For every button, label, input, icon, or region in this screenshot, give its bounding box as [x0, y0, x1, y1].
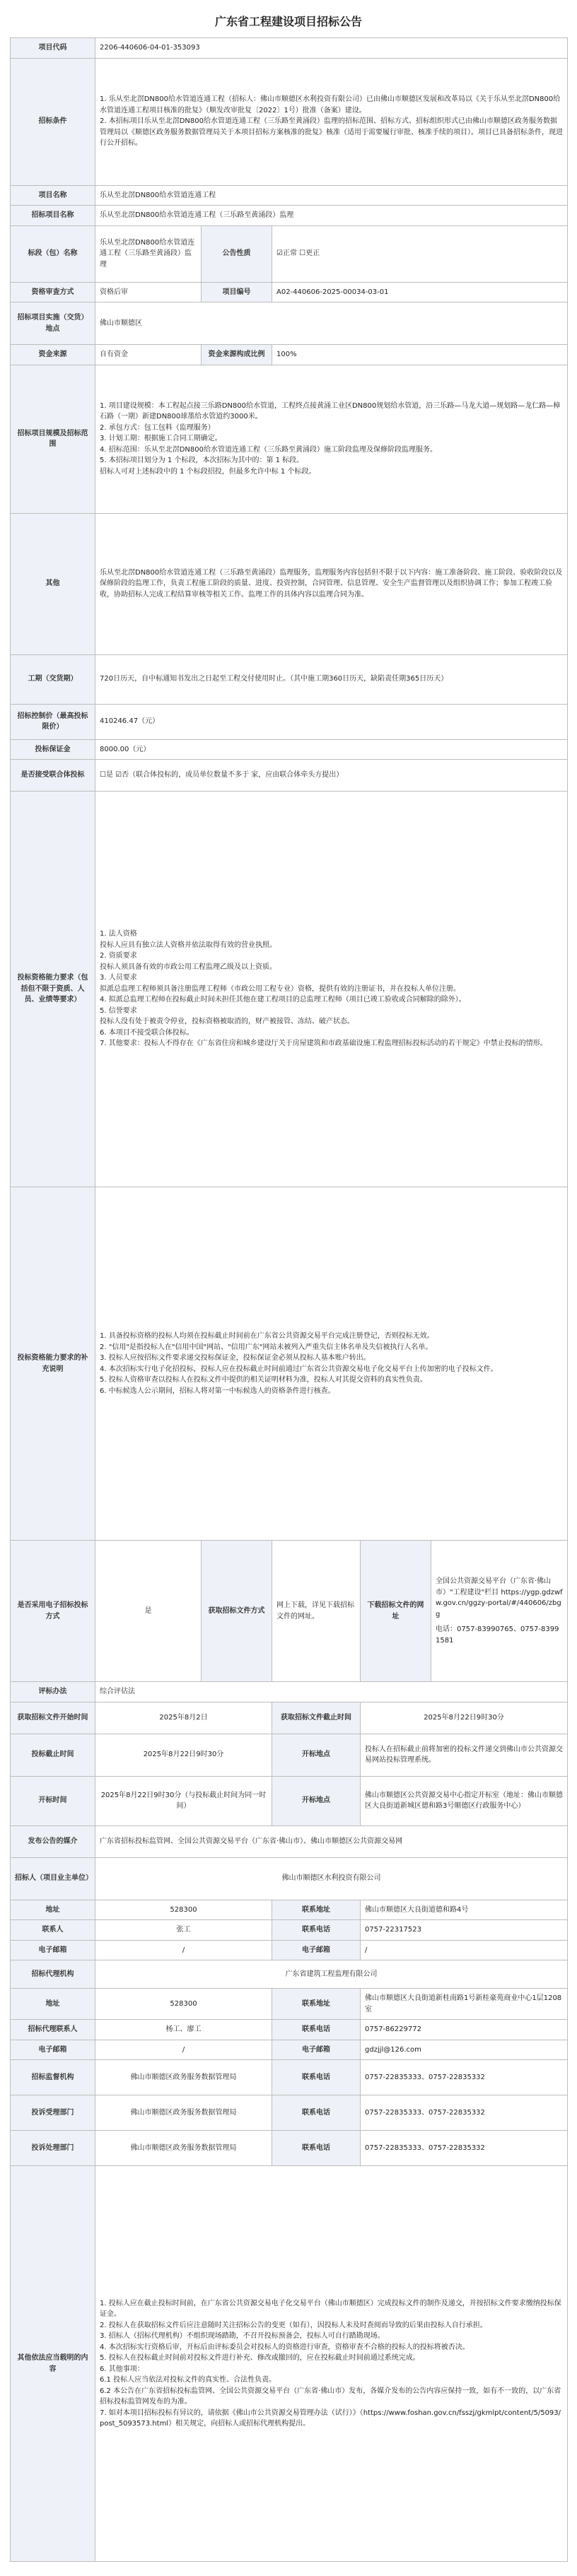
agency-email-label: 电子邮箱: [272, 2040, 361, 2060]
row-tender-name: [11, 206, 568, 226]
label: 投诉受理部门: [11, 2095, 95, 2131]
evaluation-value: 综合评估法: [95, 1682, 568, 1702]
row-project-code: [11, 38, 568, 59]
bid-deadline-value: 2025年8月22日9时30分: [95, 1734, 272, 1776]
tenderer-phone: 0757-22317523: [361, 1920, 568, 1941]
agency-email-1: /: [95, 2040, 272, 2060]
label: 项目代码: [11, 38, 95, 59]
location-value: 佛山市顺德区: [95, 302, 568, 345]
agency-address: 佛山市顺德区大良街道新桂南路1号新桂豪苑商业中心1层1208室: [361, 1989, 568, 2020]
row-tenderer: [11, 1857, 568, 1900]
electronic-value: 是: [95, 1541, 202, 1682]
row-other: [11, 513, 568, 654]
row-section: [11, 225, 568, 282]
tenderer-postcode: 528300: [95, 1900, 272, 1920]
label: 招标代理联系人: [11, 2020, 95, 2040]
media-value: 广东省招标投标监管网、全国公共资源交易平台（广东省·佛山市）、佛山市顺德区公共资源交易网: [95, 1825, 568, 1857]
label: 投标资格能力要求（包括但不限于资质、人员、业绩等要求）: [11, 792, 95, 1187]
label: 资格审查方式: [11, 282, 95, 302]
label: 招标监督机构: [11, 2060, 95, 2095]
row-agency: [11, 1960, 568, 1989]
row-agency-address: [11, 1989, 568, 2020]
row-tenderer-contact: [11, 1920, 568, 1941]
download-url-link[interactable]: 全国公共资源交易平台（广东省·佛山市）"工程建设"栏目 https://ygp.gdzwfw.gov.cn/ggzy-portal/#/440606/zbgg: [436, 1577, 563, 1618]
label: 工期（交货期）: [11, 654, 95, 704]
label: 标段（包）名称: [11, 225, 95, 282]
label: 开标时间: [11, 1776, 95, 1825]
row-bid-time: [11, 1734, 568, 1776]
qualification-value: 资格后审: [95, 282, 202, 302]
deposit-value: 8000.00（元）: [95, 739, 568, 760]
agency-contact: 杨工、廖工: [95, 2020, 272, 2040]
row-project-name: [11, 185, 568, 206]
supervise-phone-label: 联系电话: [272, 2060, 361, 2095]
row-download: [11, 1541, 568, 1682]
other-value: 乐从至北滘DN800给水管道连通工程（三乐路至黄涌段）监理服务，监理服务内容包括但不限于以下内容：施工准备阶段、施工阶段、验收阶段以及保修阶段的监理工作，负责工程施工阶段的质量、进度、投资控制，合同管理、信息管理、安全生产监督管理以及组织协调工作；参加工程竣工验收，协助招标人完成工程结算审核等相关工作。监理工作的具体内容以监理合同为准。: [95, 513, 568, 654]
label: 是否采用电子招标投标方式: [11, 1541, 95, 1682]
supplement-value: 1. 具备投标资格的投标人均须在投标截止时间前在广东省公共资源交易平台完成注册登记，否则投标无效。 2. "信用"是指投标人在"信用中国"网站、"信用广东"网站未被列入严重失信主体名单及失信被执行人名单。 3. 投标人应按招标文件要求递交投标保证金，投标保证金必须从投标人基本账户转出。 4. 本次招标实行电子化招投标，投标人应在投标截止时间前通过广东省公共资源交易电子化交易平台上传加密的电子投标文件。 5. 投标人资格审查以投标人在投标文件中提供的相关证明材料为准，投标人对其提交资料的真实性负责。 6. 中标候选人公示期间，招标人将对第一中标候选人的资格条件进行核查。: [95, 1187, 568, 1541]
label: 获取招标文件开始时间: [11, 1702, 95, 1734]
project-no-value: A02-440606-2025-00034-03-01: [272, 282, 568, 302]
get-doc-value: 网上下载，详见下载招标文件的网址。: [272, 1541, 361, 1682]
doc-start-value: 2025年8月2日: [95, 1702, 272, 1734]
tender-name-value: 乐从至北滘DN800给水管道连通工程（三乐路至黄涌段）监理: [95, 206, 568, 226]
label: 招标条件: [11, 58, 95, 185]
label: 资金来源: [11, 345, 95, 365]
row-period: [11, 654, 568, 704]
row-deposit: [11, 739, 568, 760]
bid-place-value: 投标人在招标截止前将加密的投标文件递交到佛山市公共资源交易网站投标管理系统。: [361, 1734, 568, 1776]
row-notes: [11, 2166, 568, 2562]
row-agency-contact: [11, 2020, 568, 2040]
handle-value: 佛山市顺德区政务服务数据管理局: [95, 2131, 272, 2166]
label: 招标人（项目业主单位）: [11, 1857, 95, 1900]
label: 地址: [11, 1900, 95, 1920]
label: 招标项目名称: [11, 206, 95, 226]
agency-email-2: gdzjjl@126.com: [361, 2040, 568, 2060]
row-tenderer-email: [11, 1940, 568, 1960]
label: 是否接受联合体投标: [11, 760, 95, 792]
download-url-value: 全国公共资源交易平台（广东省·佛山市）"工程建设"栏目 https://ygp.gdzwfw.gov.cn/ggzy-portal/#/440606/zbgg 电话：0757-83990765、0757-83991581: [431, 1541, 568, 1682]
supervise-phone: 0757-22835333、0757-22835332: [361, 2060, 568, 2095]
label: 电子邮箱: [11, 2040, 95, 2060]
row-supplement: [11, 1187, 568, 1541]
handle-phone-label: 联系电话: [272, 2131, 361, 2166]
open-place-value: 佛山市顺德区公共资源交易中心指定开标室（地址：佛山市顺德区大良街道新城区德和路3号顺德区行政服务中心）: [361, 1776, 568, 1825]
handle-phone: 0757-22835333、0757-22835332: [361, 2131, 568, 2166]
label: 招标项目实施（交货）地点: [11, 302, 95, 345]
tenderer-address-label: 联系地址: [272, 1900, 361, 1920]
agency-value: 广东省建筑工程监理有限公司: [95, 1960, 568, 1989]
label: 投诉处理部门: [11, 2131, 95, 2166]
ceiling-value: 410246.47（元）: [95, 704, 568, 739]
doc-end-value: 2025年8月22日9时30分: [361, 1702, 568, 1734]
tenderer-phone-label: 联系电话: [272, 1920, 361, 1941]
row-handle: [11, 2131, 568, 2166]
consortium-value: ☐是 ☑否（联合体投标的，成员单位数量不多于 家，应由联合体牵头方提出）: [95, 760, 568, 792]
row-consortium: [11, 760, 568, 792]
tenderer-email-2: /: [361, 1940, 568, 1960]
complaint-phone: 0757-22835333、0757-22835332: [361, 2095, 568, 2131]
get-doc-label: 获取招标文件方式: [202, 1541, 272, 1682]
funds-value: 自有资金: [95, 345, 202, 365]
label: 电子邮箱: [11, 1940, 95, 1960]
label: 地址: [11, 1989, 95, 2020]
period-value: 720日历天，自中标通知书发出之日起至工程交付使用时止。（其中施工期360日历天，缺陷责任期365日历天）: [95, 654, 568, 704]
tenderer-contact: 张工: [95, 1920, 272, 1941]
row-tenderer-address: [11, 1900, 568, 1920]
download-phone-label: 电话: [436, 1625, 450, 1633]
agency-phone-label: 联系电话: [272, 2020, 361, 2040]
label: 项目名称: [11, 185, 95, 206]
row-agency-email: [11, 2040, 568, 2060]
funds-ratio-label: 资金来源构成比例: [202, 345, 272, 365]
download-phone-value: 0757-83990765、0757-83991581: [436, 1625, 559, 1645]
supervise-value: 佛山市顺德区政务服务数据管理局: [95, 2060, 272, 2095]
requirements-value: 1. 法人资格 投标人应具有独立法人资格并依法取得有效的营业执照。 2. 资质要求 投标人须具备有效的市政公用工程监理乙级及以上资质。 3. 人员要求 拟派总监理工程师须具备注册监理工程师（市政公用工程专业）资格，提供有效的注册证书，并在投标人单位注册。 4. 拟派总监理工程师在投标截止时间未担任其他在建工程项目的总监理工程师（项目已竣工验收或合同解除的除外）。 5. 信誉要求 投标人没有处于被责令停业，投标资格被取消的，财产被接管、冻结、破产状态。 6. 本项目不接受联合体投标。 7. 其他要求：投标人不得存在《广东省住房和城乡建设厅关于房屋建筑和市政基础设施工程监理招标投标活动的若干规定》中禁止投标的情形。: [95, 792, 568, 1187]
announce-value: ☑正常 ☐更正: [272, 225, 568, 282]
row-scope: [11, 365, 568, 513]
notes-value: 1. 投标人应在截止投标时间前，在广东省公共资源交易电子化交易平台（佛山市顺德区）完成投标文件的制作及递交，并按招标文件要求缴纳投标保证金。 2. 投标人在获取招标文件后应注意随时关注招标公告的变更（如有），因投标人未及时查阅而导致的后果由投标人自行承担。 3. 招标人（招标代理机构）不组织现场踏勘，不召开投标预备会，投标人可自行踏勘现场。 4. 本次招标实行资格后审，开标后由评标委员会对投标人的资格进行审查，资格审查不合格的投标人的投标将被否决。 5. 投标人在投标截止时间前对投标文件进行补充、修改或撤回的，应在投标截止时间前通过系统完成。 6. 其他事项： 6.1 投标人应当依法对投标文件的真实性、合法性负责。 6.2 本公告在广东省招标投标监管网、全国公共资源交易平台（广东省·佛山市）发布，各媒介发布的公告内容应保持一致，如有不一致的，以广东省招标投标监管网发布的为准。 7. 如对本项目招标投标有异议的，请依据《佛山市公共资源交易管理办法（试行）》（https://www.foshan.gov.cn/fsszj/gkmlpt/content/5/5093/post_5093573.html）相关规定，向招标人或招标代理机构提出。: [95, 2166, 568, 2562]
label: 评标办法: [11, 1682, 95, 1702]
tenderer-email-label: 电子邮箱: [272, 1940, 361, 1960]
download-url-label: 下载招标文件的网址: [361, 1541, 431, 1682]
section-value: 乐从至北滘DN800给水管道连通工程（三乐路至黄涌段）监理: [95, 225, 202, 282]
label: 投标截止时间: [11, 1734, 95, 1776]
row-open-time: [11, 1776, 568, 1825]
row-media: [11, 1825, 568, 1857]
row-qualification: [11, 282, 568, 302]
conditions-value: 1. 乐从至北滘DN800给水管道连通工程（招标人：佛山市顺德区水利投资有限公司）已由佛山市顺德区发展和改革局以《关于乐从至北滘DN800给水管道连通工程项目核准的批复》（顺发改审批复〔2022〕1号）批准（备案）建设。 2. 本招标项目乐从至北滘DN800给水管道连通工程（三乐路至黄涌段）监理的招标范围、招标方式、招标组织形式已由佛山市顺德区政务服务数据管理局以《顺德区政务服务数据管理局关于本项目招标方案核准的批复》核准（适用于需要履行审批、核准手续的项目）。项目已具备招标条件，现进行公开招标。: [95, 58, 568, 185]
label: 投标资格能力要求的补充说明: [11, 1187, 95, 1541]
complaint-phone-label: 联系电话: [272, 2095, 361, 2131]
complaint-value: 佛山市顺德区政务服务数据管理局: [95, 2095, 272, 2131]
doc-end-label: 获取招标文件截止时间: [272, 1702, 361, 1734]
row-complaint: [11, 2095, 568, 2131]
row-evaluation: [11, 1682, 568, 1702]
project-no-label: 项目编号: [202, 282, 272, 302]
project-name-value: 乐从至北滘DN800给水管道连通工程: [95, 185, 568, 206]
announcement-table: [10, 37, 568, 2562]
tenderer-email-1: /: [95, 1940, 272, 1960]
row-conditions: [11, 58, 568, 185]
row-requirements: [11, 792, 568, 1187]
row-doc-time: [11, 1702, 568, 1734]
label: 招标代理机构: [11, 1960, 95, 1989]
label: 其他: [11, 513, 95, 654]
row-ceiling: [11, 704, 568, 739]
row-funds: [11, 345, 568, 365]
tenderer-address: 佛山市顺德区大良街道德和路4号: [361, 1900, 568, 1920]
open-time-value: 2025年8月22日9时30分（与投标截止时间为同一时间）: [95, 1776, 272, 1825]
label: 投标保证金: [11, 739, 95, 760]
scope-value: 1. 项目建设规模：本工程起点接三乐路DN800给水管道，工程终点接黄涌工业区DN800规划给水管道，沿三乐路—马龙大道—规划路—龙仁路—樟石路（一期）新建DN800球墨给水管道约3000米。 2. 承包方式：包工包料（监理服务） 3. 计划工期：根据施工合同工期确定。 4. 招标范围：乐从至北滘DN800给水管道连通工程（三乐路至黄涌段）施工阶段监理及保修阶段监理服务。 5. 本招标项目划分为 1 个标段，本次招标为其中的：第 1 标段。 招标人可对上述标段中的 1 个标段招投，但最多允许中标 1 个标段。: [95, 365, 568, 513]
open-place-label: 开标地点: [272, 1776, 361, 1825]
bid-place-label: 开标地点: [272, 1734, 361, 1776]
agency-phone: 0757-86229772: [361, 2020, 568, 2040]
label: 联系人: [11, 1920, 95, 1941]
row-supervise: [11, 2060, 568, 2095]
project-code-value: 2206-440606-04-01-353093: [95, 38, 568, 59]
agency-address-label: 联系地址: [272, 1989, 361, 2020]
label: 招标项目规模及招标范围: [11, 365, 95, 513]
agency-postcode: 528300: [95, 1989, 272, 2020]
announce-label: 公告性质: [202, 225, 272, 282]
label: 招标控制价（最高投标限价）: [11, 704, 95, 739]
label: 其他依法应当载明的内容: [11, 2166, 95, 2562]
page-title: 广东省工程建设项目招标公告: [214, 15, 362, 28]
label: 发布公告的媒介: [11, 1825, 95, 1857]
funds-ratio-value: 100%: [272, 345, 568, 365]
tenderer-value: 佛山市顺德区水利投资有限公司: [95, 1857, 568, 1900]
row-location: [11, 302, 568, 345]
